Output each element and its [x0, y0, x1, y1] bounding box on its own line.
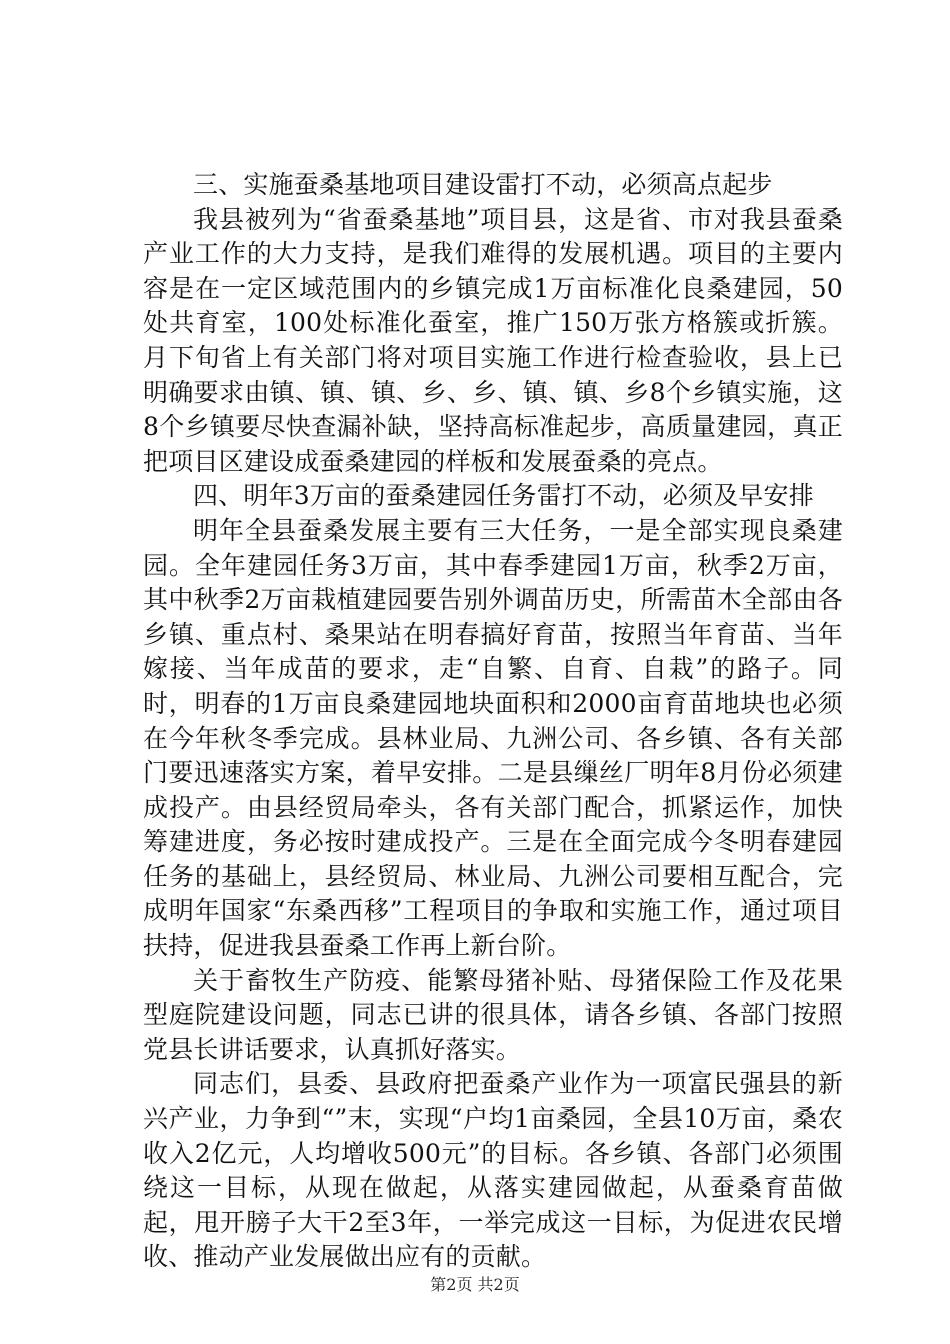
- section-heading-4: 四、明年3万亩的蚕桑建园任务雷打不动，必须及早安排: [193, 481, 814, 511]
- paragraph: 我县被列为“省蚕桑基地”项目县，这是省、市对我县蚕桑产业工作的大力支持，是我们难得的发展机遇。项目的主要内容是在一定区域范围内的乡镇完成1万亩标准化良桑建园，50处共育室，100处标准化蚕室，推广150万张方格簇或折簇。月下旬省上有关部门将对项目实施工作进行检查验收，县上已明确要求由镇、镇、镇、乡、乡、镇、镇、乡8个乡镇实施，这8个乡镇要尽快查漏补缺，坚持高标准起步，高质量建园，真正把项目区建设成蚕桑建园的样板和发展蚕桑的亮点。: [143, 204, 843, 476]
- paragraph: 同志们，县委、县政府把蚕桑产业作为一项富民强县的新兴产业，力争到“”末，实现“户均1亩桑园，全县10万亩，桑农收入2亿元，人均增收500元”的目标。各乡镇、各部门必须围绕这一目标，从现在做起，从落实建园做起，从蚕桑育苗做起，甩开膀子大干2至3年，一举完成这一目标，为促进农民增收、推动产业发展做出应有的贡献。: [143, 1069, 843, 1272]
- page-footer: 第2页 共2页: [430, 1275, 520, 1294]
- paragraph: 明年全县蚕桑发展主要有三大任务，一是全部实现良桑建园。全年建园任务3万亩，其中春季建园1万亩，秋季2万亩，其中秋季2万亩栽植建园要告别外调苗历史，所需苗木全部由各乡镇、重点村、桑果站在明春搞好育苗，按照当年育苗、当年嫁接、当年成苗的要求，走“自繁、自育、自栽”的路子。同时，明春的1万亩良桑建园地块面积和2000亩育苗地块也必须在今年秋冬季完成。县林业局、九洲公司、各乡镇、各有关部门要迅速落实方案，着早安排。二是县缫丝厂明年8月份必须建成投产。由县经贸局牵头，各有关部门配合，抓紧运作，加快筹建进度，务必按时建成投产。三是在全面完成今冬明春建园任务的基础上，县经贸局、林业局、九洲公司要相互配合，完成明年国家“东桑西移”工程项目的争取和实施工作，通过项目扶持，促进我县蚕桑工作再上新台阶。: [143, 515, 843, 961]
- section-heading-3: 三、实施蚕桑基地项目建设雷打不动，必须高点起步: [193, 170, 773, 199]
- document-body: [143, 168, 843, 1275]
- paragraph: 关于畜牧生产防疫、能繁母猪补贴、母猪保险工作及花果型庭院建设问题，同志已讲的很具体，请各乡镇、各部门按照党县长讲话要求，认真抓好落实。: [143, 965, 843, 1064]
